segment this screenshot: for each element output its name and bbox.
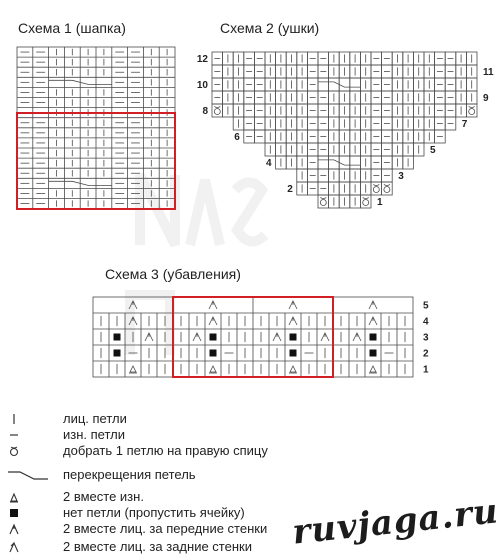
k2tog-front-symbol [129,301,137,309]
row-number-left: 12 [196,53,208,65]
legend-text: перекрещения петель [63,467,196,482]
legend-text: лиц. петли [63,411,127,426]
legend-text: изн. петли [63,427,125,442]
grid-cell [339,78,350,91]
legend-text: нет петли (пропустить ячейку) [63,505,245,520]
row-number: 4 [423,316,429,328]
k2tog-front-symbol [353,333,361,341]
k2tog-front-symbol [145,333,153,341]
add-loop-symbol [373,185,379,186]
row-number-right: 5 [430,144,436,156]
k2tog-front-symbol [273,333,281,341]
k2tog-back-icon [8,540,48,554]
row-number-left: 8 [202,105,208,117]
no-stitch-symbol [370,334,377,341]
k2tog-front-symbol [289,301,297,309]
k2tog-front-icon [8,522,48,536]
k2tog-front-symbol [321,333,329,341]
add-loop-symbol [320,198,326,199]
add-loop-symbol [363,200,369,206]
row-number-left: 4 [266,157,272,169]
add-loop-symbol [214,107,220,108]
legend-text: добрать 1 петлю на правую спицу [63,443,268,458]
row-number: 2 [423,348,429,360]
grid-cell [329,156,340,169]
scheme-2-chart [190,44,494,249]
row-number-left: 6 [234,131,240,143]
legend-text: 2 вместе лиц. за задние стенки [63,539,252,554]
row-number: 5 [423,300,429,312]
scheme-3-chart [90,292,429,392]
grid-cell [371,182,382,195]
site-watermark-logo: ruvjaga.ru [290,491,501,553]
no-stitch-symbol [210,334,217,341]
add-loop-symbol [373,187,379,193]
add-loop-icon [8,444,48,458]
no-stitch-symbol [210,350,217,357]
grid-cell [318,78,329,91]
row-number-left: 2 [287,183,293,195]
k2tog-front-symbol [369,301,377,309]
legend-text: 2 вместе лиц. за передние стенки [63,521,268,536]
row-number: 1 [423,364,429,376]
legend-text: 2 вместе изн. [63,489,144,504]
k2tog-front-symbol [129,317,137,325]
grid-cell [318,195,329,208]
grid-cell [360,195,371,208]
row-number-left: 10 [196,79,208,91]
scheme-1-title: Схема 1 (шапка) [18,20,126,36]
purl-2tog-symbol [210,366,216,372]
grid-cell [350,78,361,91]
grid-cell [350,156,361,169]
k2tog-front-symbol [209,301,217,309]
no-stitch-symbol [370,350,377,357]
row-number-right: 11 [483,66,494,78]
purl-2tog-symbol [290,366,296,372]
k2tog-front-symbol [369,317,377,325]
row-number-right: 9 [483,92,489,104]
row-number: 3 [423,332,429,344]
scheme-2-title: Схема 2 (ушки) [220,20,320,36]
add-loop-symbol [214,109,220,115]
add-loop-symbol [469,107,475,108]
scheme-1-chart [12,42,187,217]
k2tog-front-symbol [209,317,217,325]
row-number-right: 1 [377,196,383,208]
no-stitch-icon [8,506,48,520]
purl-2tog-symbol [130,366,136,372]
row-number-right: 3 [398,170,404,182]
purl-two-together-icon [8,490,48,504]
k2tog-front-symbol [289,317,297,325]
purl-stitch-icon [8,428,48,442]
no-stitch-symbol [114,350,121,357]
k2tog-front-symbol [193,333,201,341]
add-loop-symbol [363,198,369,199]
row-number-right: 7 [461,118,468,130]
add-loop-symbol [320,200,326,206]
grid-cell [329,78,340,91]
add-loop-symbol [469,109,475,115]
grid-cell [339,156,350,169]
scheme-3-title: Схема 3 (убавления) [105,266,241,282]
grid-cell [212,104,223,117]
no-stitch-symbol [290,334,297,341]
cable-cross-icon [8,468,48,482]
add-loop-symbol [384,185,390,186]
no-stitch-symbol [290,350,297,357]
knit-stitch-icon [8,412,48,426]
no-stitch-symbol [114,334,121,341]
purl-2tog-symbol [370,366,376,372]
add-loop-symbol [384,187,390,193]
grid-cell [382,182,393,195]
grid-cell [318,156,329,169]
